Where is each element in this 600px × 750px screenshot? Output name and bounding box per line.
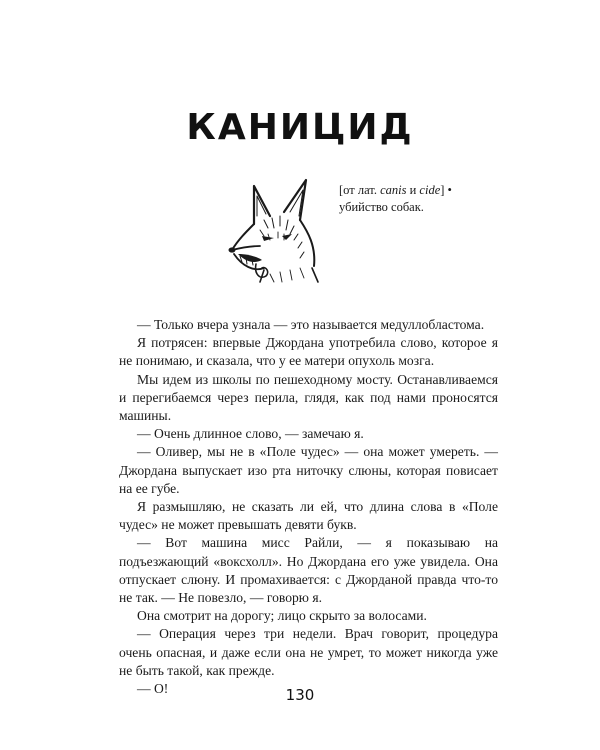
paragraph: Мы идем из школы по пешеходному мосту. Останавливаемся и перегибаемся через перила, глядя, как под нами проносятся машины. [119,371,498,424]
definition-latin-canis: canis [380,183,407,197]
chapter-title: КАНИЦИД [186,107,414,148]
paragraph: — Очень длинное слово, — замечаю я. [137,426,364,442]
definition-middle: и [406,183,420,197]
paragraph: Я потрясен: впервые Джордана употребила слово, которое я не понимаю, и сказала, что у ее матери опухоль мозга. [119,335,498,369]
page-number: 130 [285,686,315,704]
paragraph: — Оливер, мы не в «Поле чудес» — она может умереть. — Джордана выпускает изо рта ниточку слюны, которая повисает на ее губе. [119,444,498,496]
paragraph: — Вот машина мисс Райли, — я показываю на подъезжающий «воксхолл». Но Джордана его уже увидела. Она отпускает слюну. И промахивается: с Джорданой правда что-то не так. — Не повезло, — говорю я. [119,535,498,606]
paragraph: — Только вчера узнала — это называется медуллобластома. [137,317,485,332]
paragraph: — О! [137,681,169,697]
definition-suffix: ] • убийство собак. [339,183,452,214]
wolf-head-illustration [224,176,336,284]
word-definition [339,182,479,216]
paragraph: — Операция через три недели. Врач говорит, процедура очень опасная, и даже если она не умрет, то может никогда уже не быть такой, как прежде. [119,626,498,678]
definition-latin-cide: cide [419,183,441,197]
paragraph: Я размышляю, не сказать ли ей, что длина слова в «Поле чудес» не может превышать девяти букв. [119,499,498,533]
definition-prefix: [от лат. [339,183,381,197]
chapter-body [119,316,498,698]
paragraph: Она смотрит на дорогу; лицо скрыто за волосами. [137,608,427,624]
